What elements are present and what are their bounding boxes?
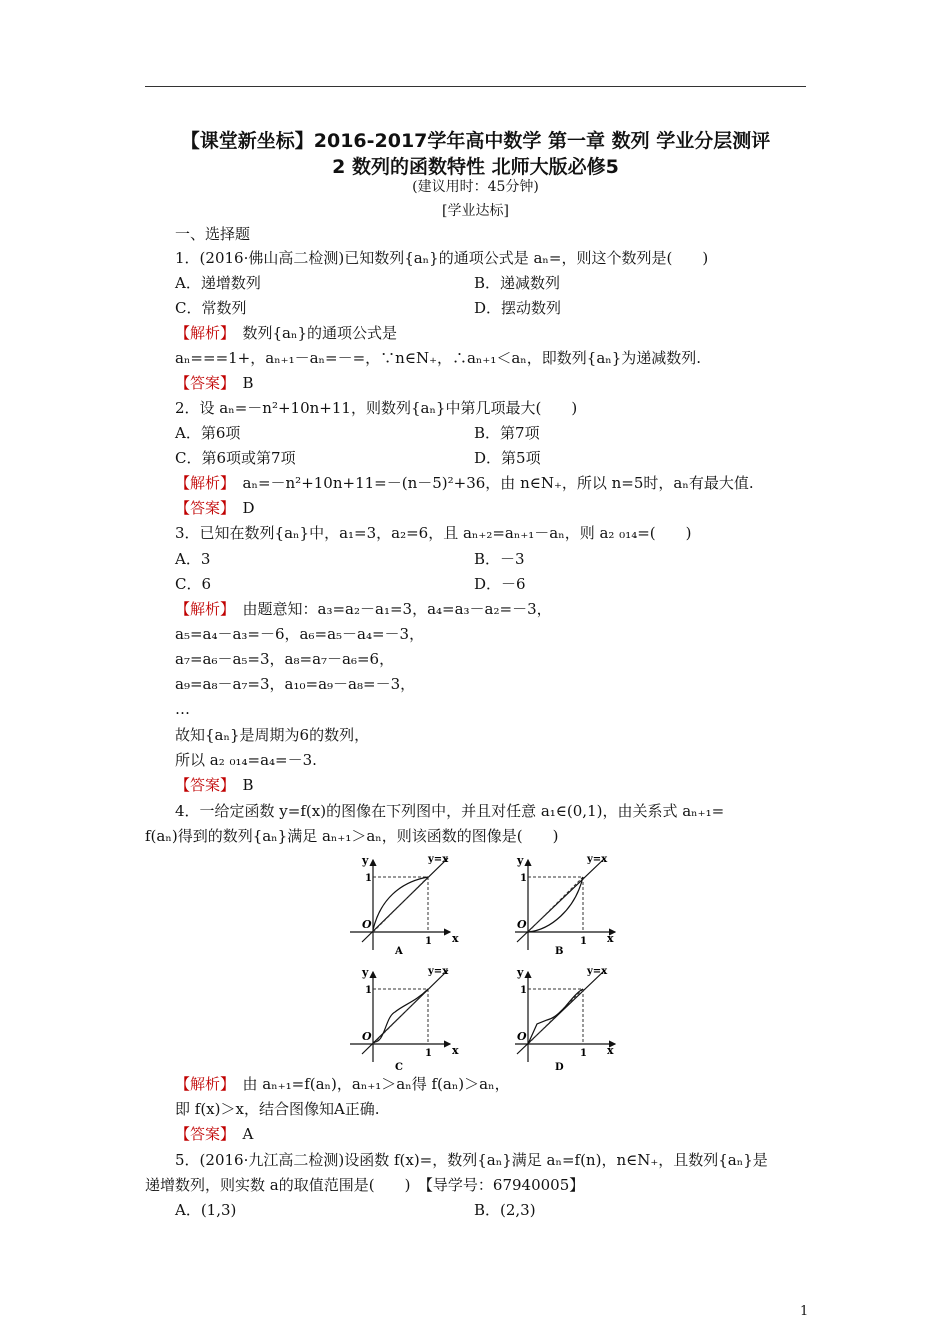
graph-d	[515, 966, 615, 1072]
title-line-2: 2 数列的函数特性 北师大版必修5	[332, 156, 619, 178]
origin-label: O	[362, 1030, 372, 1043]
answer-label: 【答案】	[175, 374, 228, 392]
tick-one-y: 1	[365, 985, 372, 996]
part-heading: 一、选择题	[175, 225, 251, 243]
q5-stem-line-1: 5．(2016·九江高二检测)设函数 f(x)=，数列{aₙ}满足 aₙ=f(n)，n∈N₊，且数列{aₙ}是	[175, 1151, 768, 1169]
q3-option-b: B．－3	[474, 550, 525, 568]
page-number: 1	[800, 1304, 809, 1319]
q2-option-d: D．第5项	[474, 449, 541, 467]
q3-analysis-text: 由题意知：a₃=a₂－a₁=3，a₄=a₃－a₂=－3，	[227, 600, 552, 618]
q4-analysis	[175, 1074, 510, 1094]
origin-label: O	[517, 1030, 527, 1043]
q3-answer-value: B	[227, 776, 254, 794]
q3-answer	[175, 775, 254, 795]
title-line-1: 【课堂新坐标】2016-2017学年高中数学 第一章 数列 学业分层测评	[180, 130, 771, 152]
time-hint: (建议用时：45分钟)	[412, 179, 539, 195]
line-label: y=x	[428, 966, 449, 977]
tick-one-x: 1	[425, 1048, 432, 1059]
q4-graph-figure	[340, 850, 640, 1072]
q4-answer	[175, 1124, 253, 1144]
graph-label-a: A	[395, 946, 403, 957]
section-tag: [学业达标]	[442, 203, 509, 219]
q1-option-a: A．递增数列	[175, 274, 261, 292]
q2-analysis-text: aₙ=－n²+10n+11=－(n－5)²+36，由 n∈N₊，所以 n=5时，aₙ有最大值.	[227, 474, 754, 492]
q2-option-c: C．第6项或第7项	[175, 449, 296, 467]
graph-label-d: D	[555, 1062, 564, 1072]
analysis-label: 【解析】	[175, 1075, 228, 1093]
q3-stem: 3．已知在数列{aₙ}中，a₁=3，a₂=6，且 aₙ₊₂=aₙ₊₁－aₙ，则 a₂ ₀₁₄=( )	[175, 524, 692, 542]
graph-label-b: B	[555, 946, 564, 957]
tick-one-x: 1	[580, 1048, 587, 1059]
origin-label: O	[517, 918, 527, 931]
axis-y-label: y	[362, 966, 369, 979]
q2-stem: 2．设 aₙ=－n²+10n+11，则数列{aₙ}中第几项最大( )	[175, 399, 578, 417]
q2-analysis	[175, 473, 754, 493]
tick-one-x: 1	[580, 936, 587, 947]
q4-stem-line-2: f(aₙ)得到的数列{aₙ}满足 aₙ₊₁＞aₙ，则该函数的图像是( )	[145, 827, 559, 845]
q1-analysis	[175, 323, 397, 343]
q1-option-c: C．常数列	[175, 299, 247, 317]
q3-analysis-line-5: …	[175, 700, 190, 718]
analysis-label: 【解析】	[175, 474, 228, 492]
tick-one-x: 1	[425, 936, 432, 947]
q3-analysis-line-7: 所以 a₂ ₀₁₄=a₄=－3.	[175, 751, 317, 769]
q4-stem-line-1: 4．一给定函数 y=f(x)的图像在下列图中，并且对任意 a₁∈(0,1)，由关系式 aₙ₊₁=	[175, 802, 725, 820]
q5-option-b: B．(2,3)	[474, 1201, 536, 1219]
q1-option-d: D．摆动数列	[474, 299, 562, 317]
line-label: y=x	[428, 854, 449, 865]
q3-option-c: C．6	[175, 575, 212, 593]
axis-y-label: y	[362, 854, 369, 867]
analysis-label: 【解析】	[175, 324, 228, 342]
axis-x-label: x	[452, 932, 459, 945]
graph-label-c: C	[395, 1062, 403, 1072]
graph-c	[350, 966, 459, 1072]
answer-label: 【答案】	[175, 776, 228, 794]
q4-answer-value: A	[227, 1125, 254, 1143]
answer-label: 【答案】	[175, 1125, 228, 1143]
graph-b	[515, 854, 615, 957]
answer-label: 【答案】	[175, 499, 228, 517]
q2-answer-value: D	[227, 499, 255, 517]
q3-option-d: D．－6	[474, 575, 526, 593]
axis-y-label: y	[517, 966, 524, 979]
axis-y-label: y	[517, 854, 524, 867]
q1-answer	[175, 373, 254, 393]
graph-a	[350, 854, 459, 957]
q3-analysis	[175, 599, 552, 619]
q2-option-a: A．第6项	[175, 424, 241, 442]
q1-analysis-text: 数列{aₙ}的通项公式是	[227, 324, 398, 342]
axis-x-label: x	[607, 932, 614, 945]
q3-option-a: A．3	[175, 550, 211, 568]
q4-analysis-line-2: 即 f(x)＞x，结合图像知A正确.	[175, 1100, 380, 1118]
line-y-equals-x	[517, 858, 605, 942]
q3-analysis-line-4: a₉=a₈－a₇=3，a₁₀=a₉－a₈=－3，	[175, 675, 416, 693]
tick-one-y: 1	[365, 873, 372, 884]
q1-answer-value: B	[227, 374, 254, 392]
line-y-equals-x	[517, 970, 605, 1054]
q5-option-a: A．(1,3)	[175, 1201, 237, 1219]
q1-analysis-line-2: aₙ===1+，aₙ₊₁－aₙ=－=，∵n∈N₊，∴aₙ₊₁＜aₙ，即数列{aₙ}为递减数列.	[175, 349, 702, 367]
tick-one-y: 1	[520, 985, 527, 996]
q2-answer	[175, 498, 255, 518]
q3-analysis-line-2: a₅=a₄－a₃=－6，a₆=a₅－a₄=－3，	[175, 625, 425, 643]
origin-label: O	[362, 918, 372, 931]
q4-analysis-text: 由 aₙ₊₁=f(aₙ)，aₙ₊₁＞aₙ得 f(aₙ)＞aₙ，	[227, 1075, 510, 1093]
q3-analysis-line-3: a₇=a₆－a₅=3，a₈=a₇－a₆=6，	[175, 650, 395, 668]
analysis-label: 【解析】	[175, 600, 228, 618]
q1-stem: 1．(2016·佛山高二检测)已知数列{aₙ}的通项公式是 aₙ=，则这个数列是( )	[175, 249, 709, 267]
line-label: y=x	[587, 854, 608, 865]
q2-option-b: B．第7项	[474, 424, 540, 442]
axis-x-label: x	[452, 1044, 459, 1057]
q3-analysis-line-6: 故知{aₙ}是周期为6的数列，	[175, 726, 370, 744]
tick-one-y: 1	[520, 873, 527, 884]
q5-stem-line-2: 递增数列，则实数 a的取值范围是( ) 【导学号：67940005】	[145, 1176, 585, 1194]
q1-option-b: B．递减数列	[474, 274, 561, 292]
line-label: y=x	[587, 966, 608, 977]
axis-x-label: x	[607, 1044, 614, 1057]
header-rule	[145, 86, 806, 87]
